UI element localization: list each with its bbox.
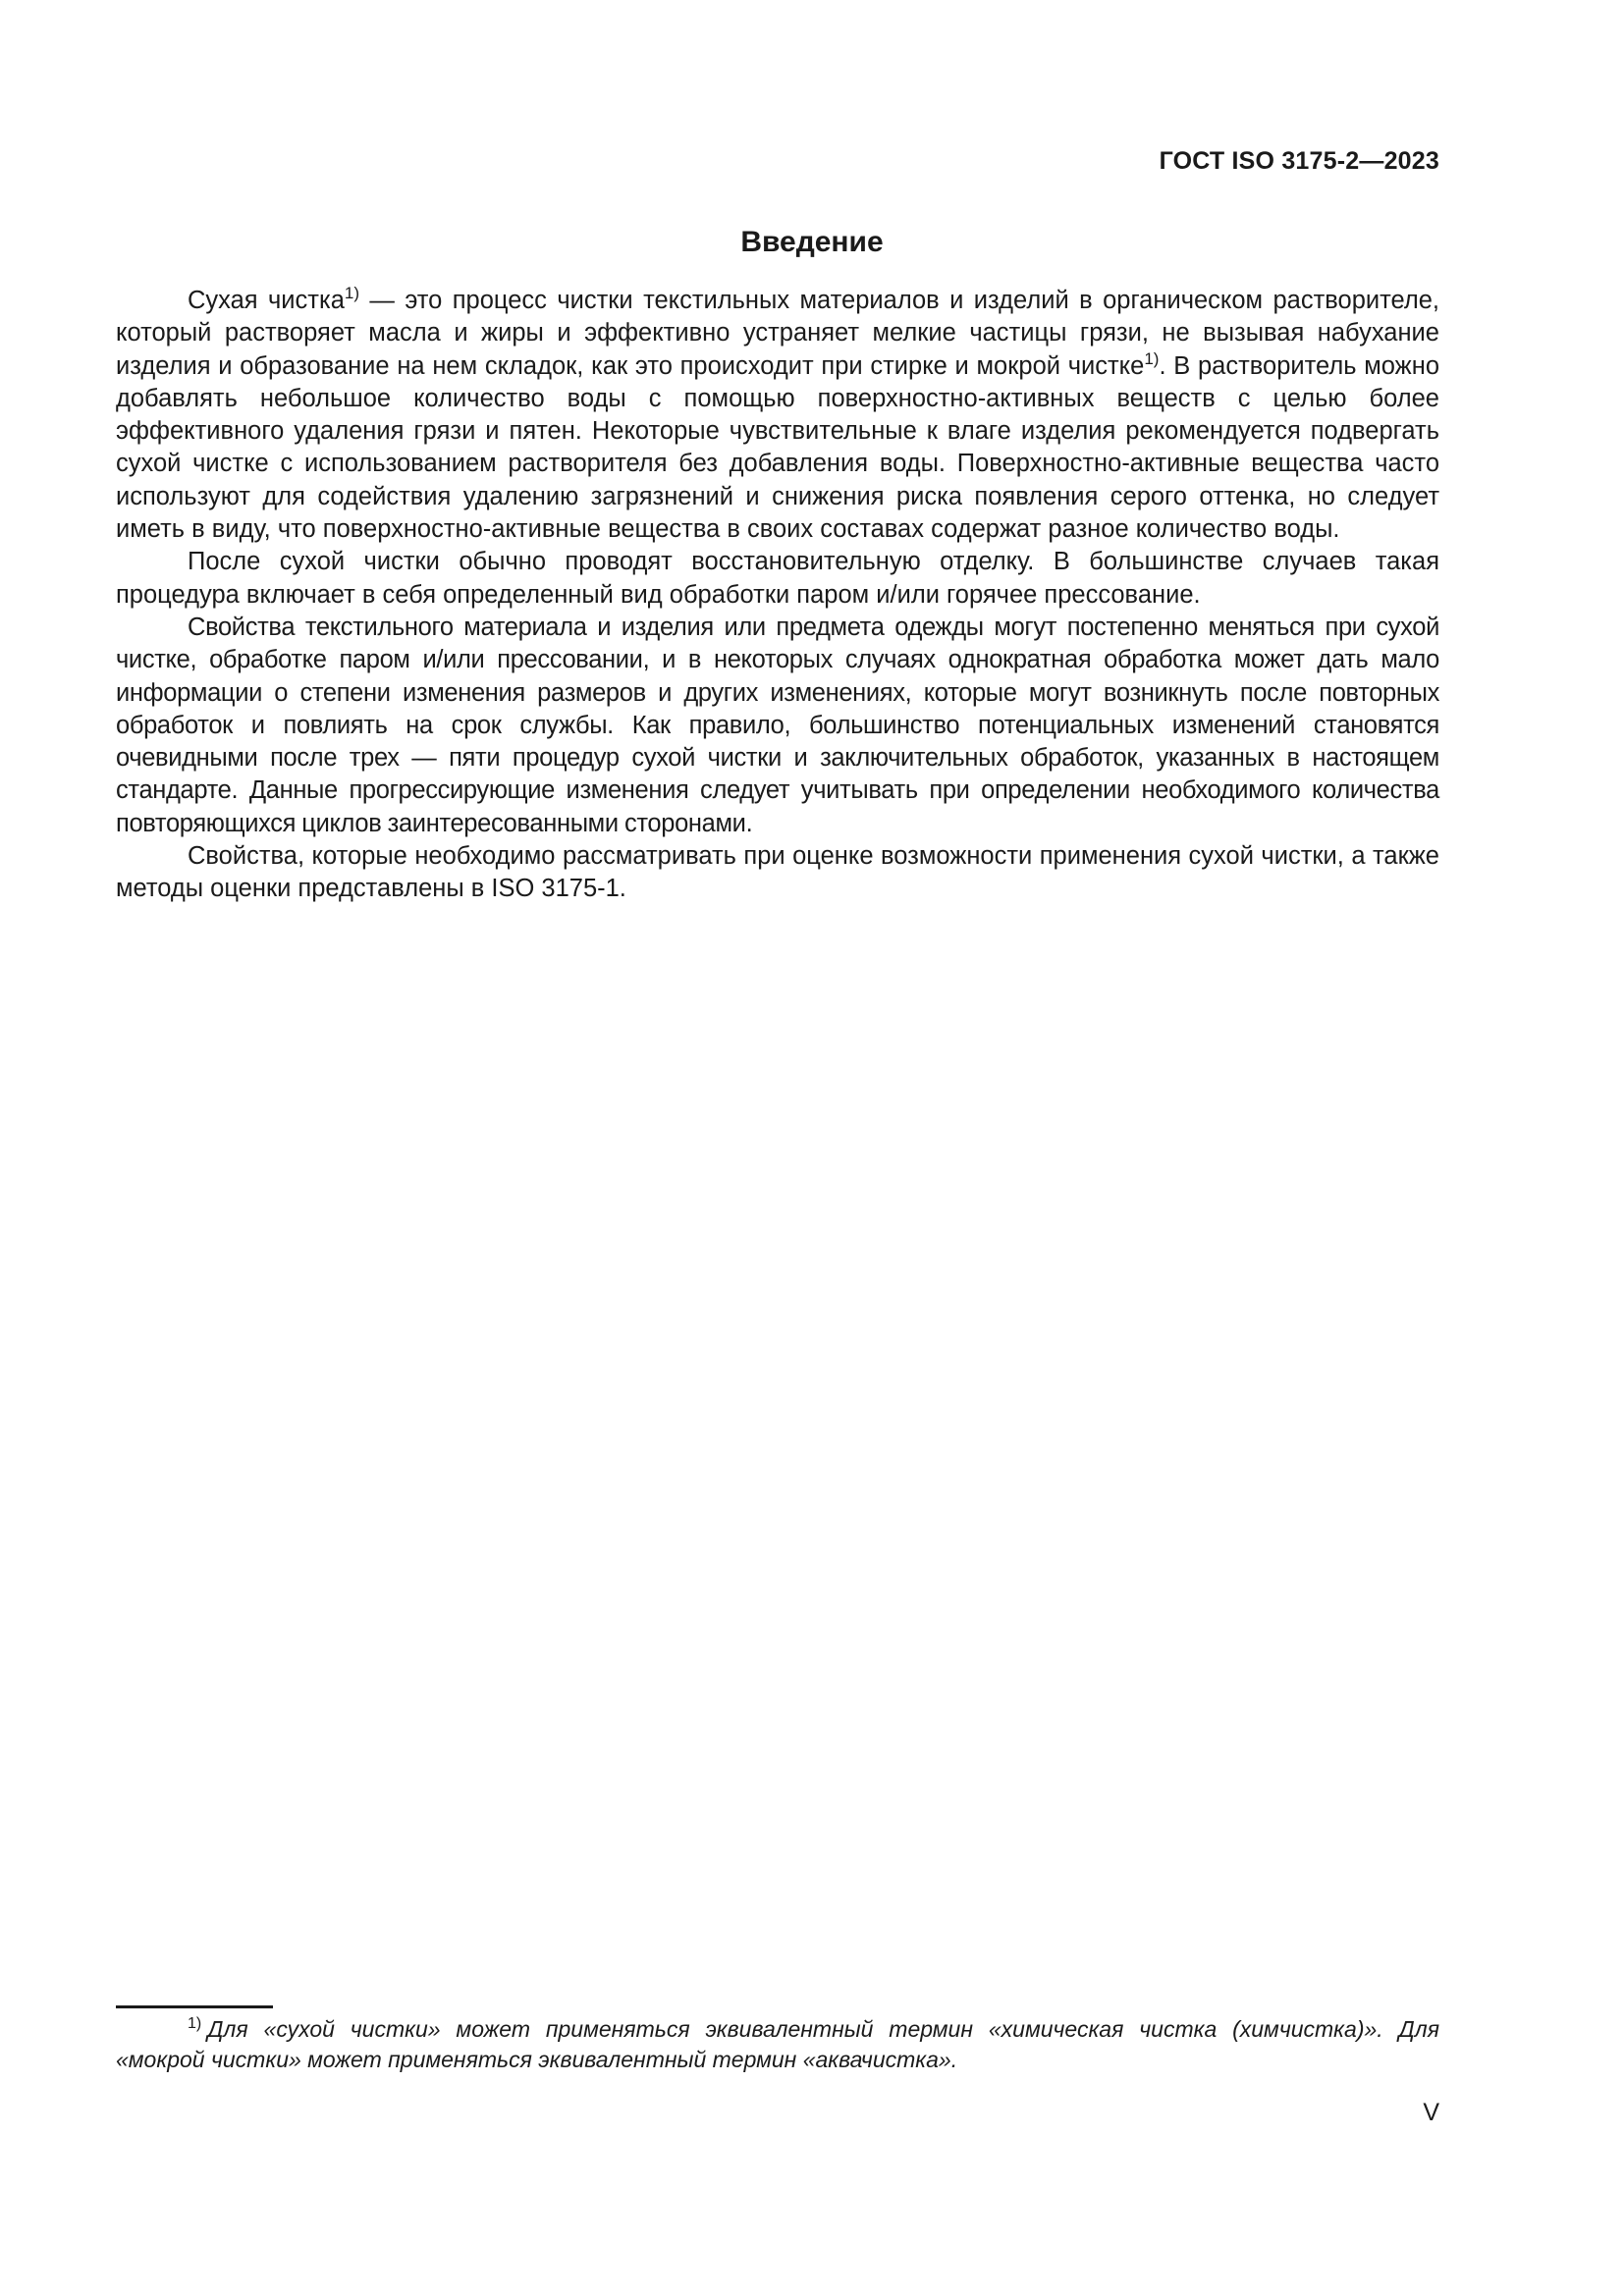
paragraph-4: Свойства, которые необходимо рассматривать при оценке возможности применения сухой чистки, а также методы оценки представлены в ISO 3175-1. [116, 842, 1439, 903]
document-body [116, 285, 1439, 906]
footnote-reference[interactable]: 1) [1144, 348, 1160, 368]
page-title: Введение [740, 226, 884, 258]
document-code-header: ГОСТ ISO 3175-2—2023 [1159, 147, 1439, 175]
footnote [116, 2014, 1439, 2075]
paragraph-3: Свойства текстильного материала и изделия или предмета одежды могут постепенно меняться при сухой чистке, обработке паром и/или прессовании, и в некоторых случаях однократная обработка может дать мало информации о степени изменения размеров и других изменениях, которые могут возникнуть после повторных обработок и повлиять на срок службы. Как правило, большинство потенциальных изменений становятся очевидными после трех — пяти процедур сухой чистки и заключительных обработок, указанных в настоящем стандарте. Данные прогрессирующие изменения следует учитывать при определении необходимого количества повторяющихся циклов заинтересованными сторонами. [116, 613, 1439, 837]
page-number: V [1423, 2099, 1439, 2126]
paragraph-1-middle: — это процесс чистки текстильных материалов и изделий в органическом растворителе, который растворяет масла и жиры и эффективно устраняет мелкие частицы грязи, не вызывая набухание изделия и образование на нем складок, как это происходит при стирке и мокрой чистке [116, 287, 1440, 380]
paragraph-2: После сухой чистки обычно проводят восстановительную отделку. В большинстве случаев такая процедура включает в себя определенный вид обработки паром и/или горячее прессование. [116, 548, 1439, 609]
footnote-reference[interactable]: 1) [344, 284, 360, 302]
footnote-1 [116, 2014, 1439, 2075]
footnote-text: Для «сухой чистки» может применяться эквивалентный термин «химическая чистка (химчистка)». Для «мокрой чистки» может применяться эквивалентный термин «аквачистка». [116, 2016, 1439, 2072]
footnote-separator [116, 2005, 273, 2008]
footnote-marker: 1) [188, 2015, 202, 2032]
paragraph-1-end: . В растворитель можно добавлять небольшое количество воды с помощью поверхностно-активных веществ с целью более эффективного удаления грязи и пятен. Некоторые чувствительные к влаге изделия рекомендуется подвергать сухой чистке с использованием растворителя без добавления воды. Поверхностно-активные вещества часто используют для содействия удалению загрязнений и снижения риска появления серого оттенка, но следует иметь в виду, что поверхностно-активные вещества в своих составах содержат разное количество воды. [116, 351, 1439, 544]
paragraph-1-start: Сухая чистка [188, 287, 345, 314]
paragraph-1 [116, 285, 1439, 546]
